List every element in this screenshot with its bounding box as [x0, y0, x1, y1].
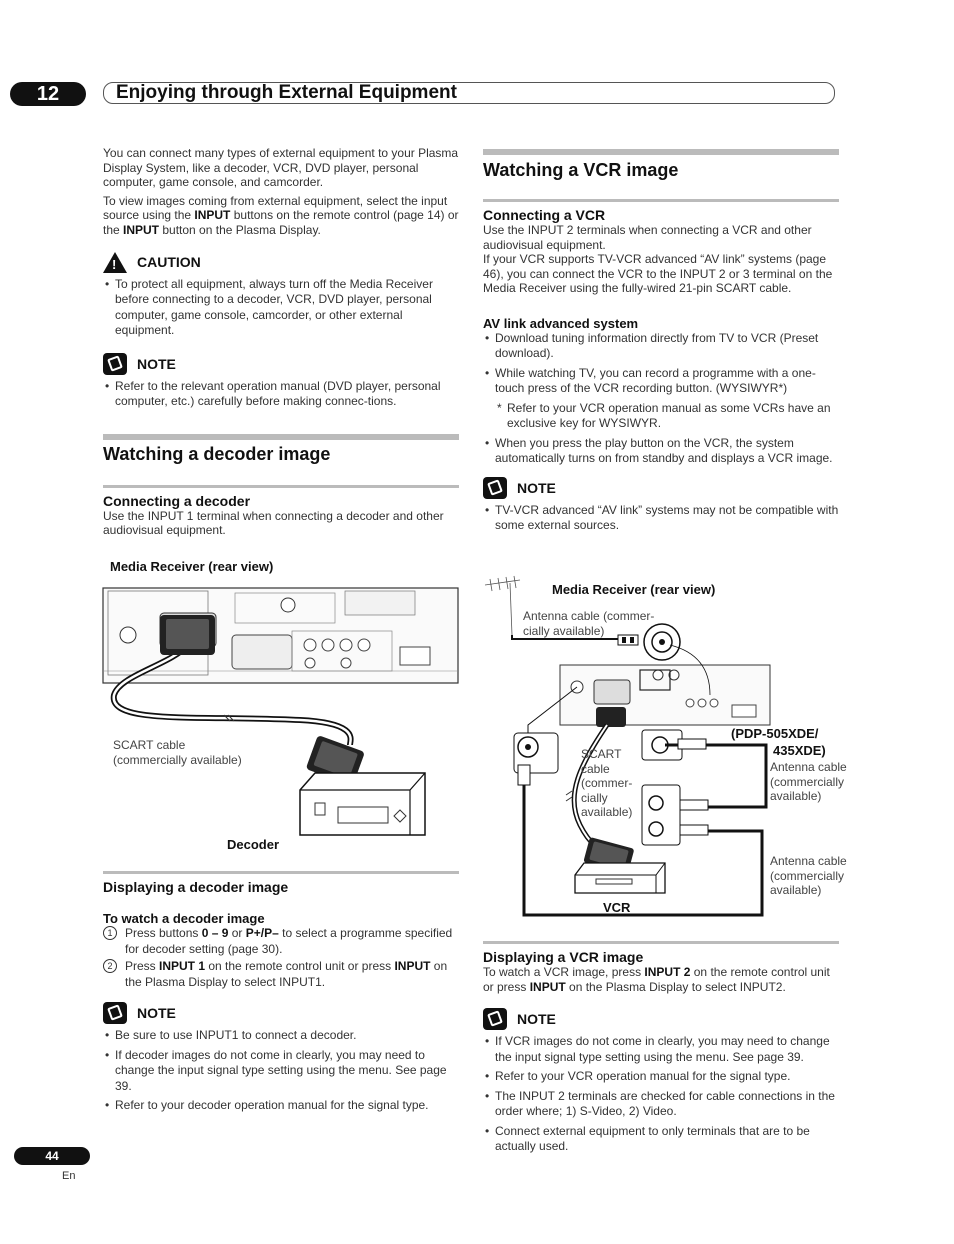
note-label: NOTE: [137, 1005, 176, 1021]
vcr-device-drawing: [575, 863, 665, 893]
caution-icon: !: [103, 252, 127, 273]
list-item: • Refer to the relevant operation manual (DVD player, personal computer, etc.) carefully before making connec-tions.: [103, 379, 459, 410]
decoder-connection-diagram: [100, 585, 460, 865]
subsection-rule: [483, 199, 839, 202]
vcr-device-label: VCR: [603, 900, 631, 915]
connecting-decoder-title: Connecting a decoder: [103, 492, 251, 509]
avlink-list-continued: [483, 436, 839, 467]
connecting-vcr-text-2: If your VCR supports TV-VCR advanced “AV link” systems (page 46), you can connect the VCR to the INPUT 2 or 3 terminal on the Media Receiver using the fully-wired 21-pin SCART cable.: [483, 252, 833, 296]
vcr-antenna-cable-mid-label: Antenna cable (commercially available): [770, 760, 847, 804]
page-number-badge: 44: [14, 1147, 90, 1165]
note-header: [103, 353, 459, 375]
note-icon: [483, 477, 507, 499]
decoder-note-list: [103, 1028, 459, 1114]
list-item: • TV-VCR advanced “AV link” systems may not be compatible with some external sources.: [483, 503, 839, 534]
note-icon: [483, 1008, 507, 1030]
right-column: [483, 149, 839, 538]
vcr-note-list: [483, 503, 839, 534]
intro-paragraph-1: You can connect many types of external equipment to your Plasma Display System, like a decoder, VCR, DVD player, personal computer, game console, and camcorder.: [103, 146, 459, 190]
section-rule: [103, 434, 459, 440]
connecting-decoder-text: Use the INPUT 1 terminal when connecting a decoder and other audiovisual equipment.: [103, 508, 444, 538]
avlink-subnote: * Refer to your VCR operation manual as some VCRs have an exclusive key for WYSIWYR.: [483, 401, 839, 432]
list-item: • Refer to your decoder operation manual for the signal type.: [103, 1098, 459, 1114]
vcr-note2-header: [483, 1008, 839, 1030]
list-item: • Download tuning information directly from TV to VCR (Preset download).: [483, 331, 839, 362]
list-item: • Connect external equipment to only terminals that are to be actually used.: [483, 1124, 839, 1155]
connecting-vcr-text-1: Use the INPUT 2 terminals when connecting a VCR and other audiovisual equipment.: [483, 223, 812, 252]
vcr-scart-cable-label: SCART cable (commer- cially available): [581, 747, 633, 820]
subsection-rule: [103, 485, 459, 488]
caution-header: [103, 252, 459, 273]
displaying-vcr-title: Displaying a VCR image: [483, 949, 644, 965]
decoder-step-2: 2 Press INPUT 1 on the remote control unit or press INPUT on the Plasma Display to select INPUT1.: [103, 959, 459, 990]
note-icon: [103, 1002, 127, 1024]
intro-paragraph-2: To view images coming from external equipment, select the input source using the INPUT buttons on the remote control (page 14) or the INPUT button on the Plasma Display.: [103, 193, 459, 237]
left-column: [103, 146, 459, 538]
decoder-step-1: 1 Press buttons 0 – 9 or P+/P– to select a programme specified for decoder setting (page 30).: [103, 926, 459, 957]
vcr-media-receiver-rear-panel: [560, 665, 770, 727]
caution-label: CAUTION: [137, 254, 201, 271]
list-item: • While watching TV, you can record a programme with a one-touch press of the VCR recording button. (WYSIWYR*): [483, 366, 839, 397]
note-list: [103, 379, 459, 410]
to-watch-decoder-title: To watch a decoder image: [103, 911, 265, 926]
note-icon: [103, 353, 127, 375]
chapter-title: Enjoying through External Equipment: [116, 82, 457, 103]
decoder-lower-section: [103, 871, 459, 1118]
subsection-rule: [103, 871, 459, 874]
antenna-drawing: [485, 576, 520, 635]
avlink-title: AV link advanced system: [483, 315, 639, 331]
vcr-section-title: Watching a VCR image: [483, 160, 679, 180]
note-label: NOTE: [517, 1011, 556, 1028]
list-item: • If VCR images do not come in clearly, you may need to change the input signal type setting using the menu. See page 39.: [483, 1034, 839, 1065]
displaying-vcr-text: To watch a VCR image, press INPUT 2 on the remote control unit or press INPUT on the Plasma Display to select INPUT2.: [483, 965, 830, 994]
list-item: • When you press the play button on the VCR, the system automatically turns on from standby and displays a VCR image.: [483, 436, 839, 467]
decoder-device-drawing: [300, 773, 425, 835]
list-item: • Be sure to use INPUT1 to connect a decoder.: [103, 1028, 459, 1044]
list-item: • The INPUT 2 terminals are checked for cable connections in the order where; 1) S-Video, 2) Video.: [483, 1089, 839, 1120]
connecting-vcr-title: Connecting a VCR: [483, 207, 606, 223]
vcr-note-header: [483, 477, 839, 499]
list-item: • If decoder images do not come in clearly, you may need to change the input signal type setting using the menu. See page 39.: [103, 1048, 459, 1095]
decoder-device-label: Decoder: [227, 837, 280, 852]
decoder-note-header: [103, 1002, 459, 1024]
vcr-media-receiver-label: Media Receiver (rear view): [552, 582, 716, 597]
chapter-number-badge: 12: [10, 82, 86, 106]
scart-plug-top: [160, 615, 215, 655]
decoder-scart-cable-label: SCART cable (commercially available): [113, 738, 242, 767]
subsection-rule: [483, 941, 839, 944]
vcr-antenna-io-box: [642, 785, 680, 845]
vcr-antenna-cable-top-label: Antenna cable (commer- cially available): [523, 609, 655, 638]
note-label: NOTE: [137, 355, 176, 372]
vcr-model-label: (PDP-505XDE/ 435XDE): [731, 726, 826, 758]
vcr-antenna-cable-low-label: Antenna cable (commercially available): [770, 854, 847, 898]
list-item: • Refer to your VCR operation manual for the signal type.: [483, 1069, 839, 1085]
note-label: NOTE: [517, 479, 556, 496]
section-rule: [483, 149, 839, 155]
list-item: • To protect all equipment, always turn off the Media Receiver before connecting to a decoder, VCR, DVD player, personal computer, game console, camcorder, or other external equipment.: [103, 277, 459, 339]
language-code: En: [62, 1170, 76, 1182]
media-receiver-rear-panel: [103, 588, 458, 683]
decoder-section-title: Watching a decoder image: [103, 443, 331, 464]
vcr-lower-section: [483, 941, 839, 1159]
caution-list: [103, 277, 459, 339]
avlink-list: [483, 331, 839, 397]
decoder-media-receiver-label: Media Receiver (rear view): [110, 559, 274, 574]
decoder-steps: [103, 926, 459, 990]
vcr-note2-list: [483, 1034, 839, 1155]
displaying-decoder-title: Displaying a decoder image: [103, 879, 289, 895]
